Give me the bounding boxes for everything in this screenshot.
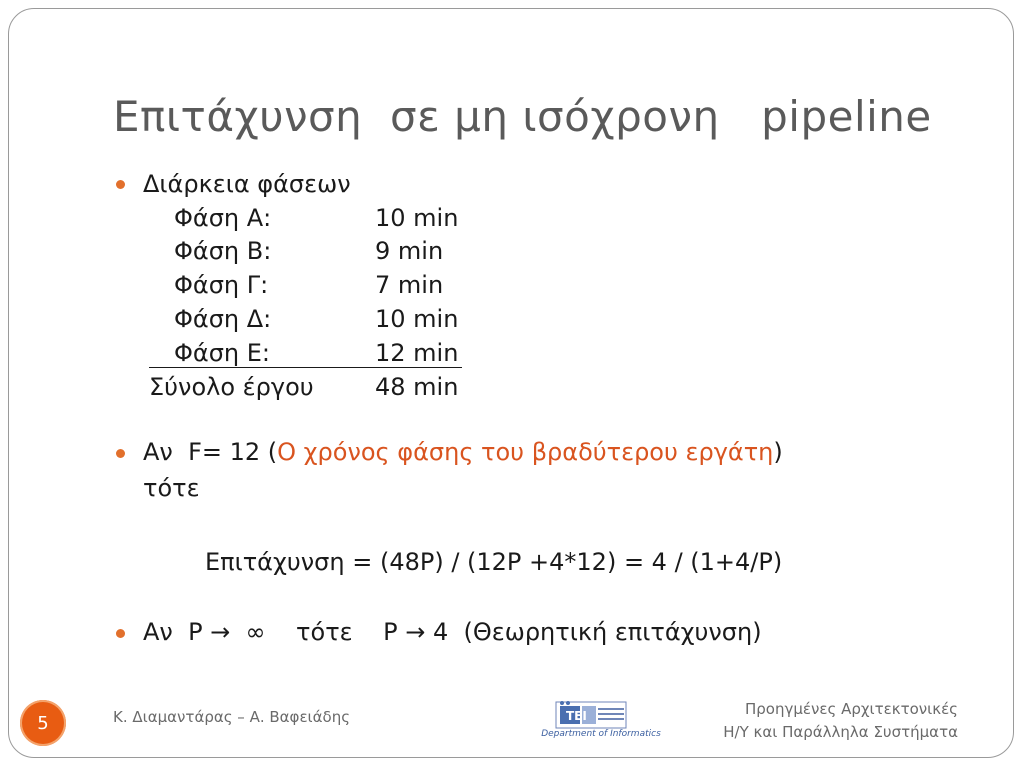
phase-e-label: Φάση Ε:	[174, 339, 271, 367]
phase-c-label: Φάση Γ:	[174, 271, 269, 299]
speedup-formula: Επιτάχυνση = (48P) / (12P +4*12) = 4 / (1+4/P)	[205, 548, 783, 576]
footer-authors: Κ. Διαμαντάρας – Α. Βαφειάδης	[113, 708, 351, 726]
total-label: Σύνολο έργου	[149, 373, 314, 401]
footer-course-title	[723, 698, 958, 744]
bullet-phase-durations-heading: Διάρκεια φάσεων	[143, 170, 351, 198]
sum-underline	[149, 367, 462, 368]
footer-course-line2: Η/Υ και Παράλληλα Συστήματα	[723, 723, 958, 741]
total-value: 48 min	[375, 373, 459, 401]
condition-then: τότε	[143, 474, 200, 502]
condition-suffix: )	[773, 438, 783, 466]
phase-c-value: 7 min	[375, 271, 444, 299]
condition-prefix: Αν F= 12 (	[143, 438, 278, 466]
slide-title: Επιτάχυνση σε μη ισόχρονη pipeline	[113, 92, 932, 141]
footer-course-line1: Προηγμένες Αρχιτεκτονικές	[745, 700, 958, 718]
bullet-condition-line	[143, 438, 783, 466]
phase-e-value: 12 min	[375, 339, 459, 367]
bullet-limit-line: Αν P → ∞ τότε P → 4 (Θεωρητική επιτάχυνση)	[143, 618, 762, 646]
phase-d-value: 10 min	[375, 305, 459, 333]
page-number-badge: 5	[20, 700, 66, 746]
logo-caption: Department of Informatics	[541, 729, 661, 739]
phase-b-label: Φάση Β:	[174, 237, 272, 265]
phase-b-value: 9 min	[375, 237, 444, 265]
condition-highlight: Ο χρόνος φάσης του βραδύτερου εργάτη	[277, 438, 774, 466]
bullet-dot	[116, 180, 125, 189]
phase-a-value: 10 min	[375, 204, 459, 232]
bullet-dot	[116, 629, 125, 638]
bullet-dot	[116, 449, 125, 458]
svg-text:TEI: TEI	[566, 709, 587, 723]
phase-a-label: Φάση Α:	[174, 204, 272, 232]
phase-d-label: Φάση Δ:	[174, 305, 272, 333]
